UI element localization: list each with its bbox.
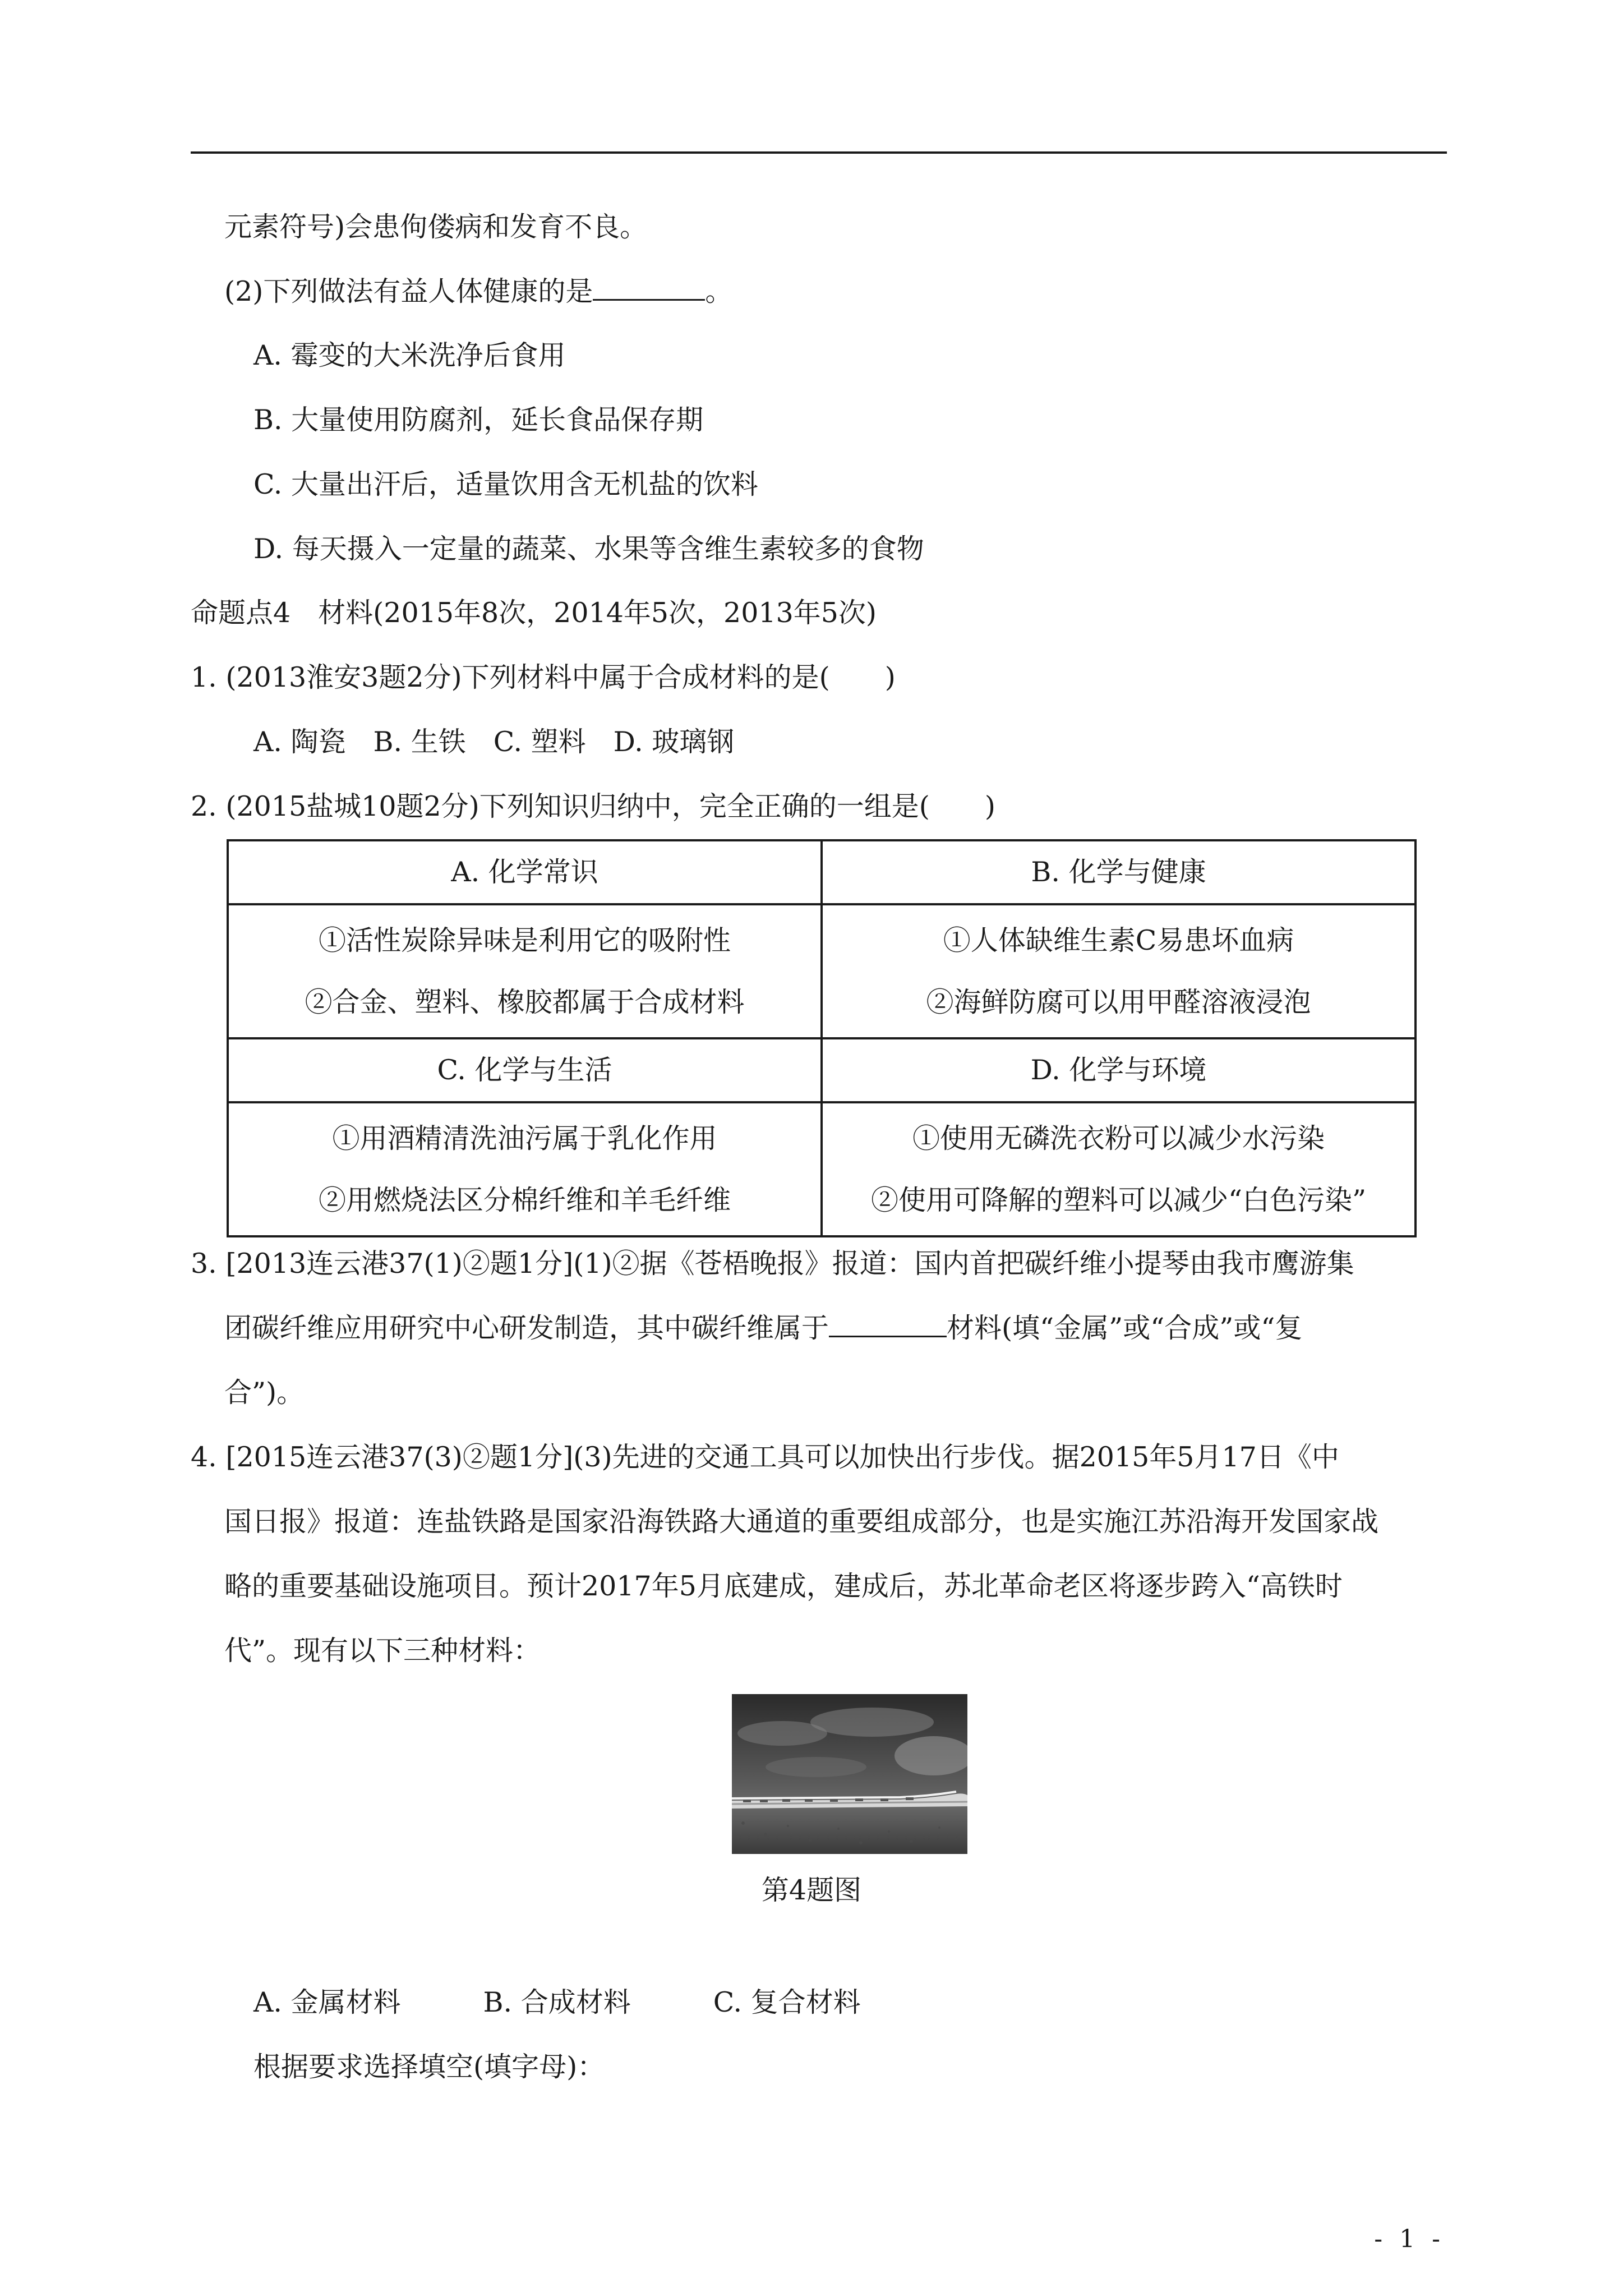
question-2-end: 。: [705, 275, 733, 307]
problem-4-line-3: 略的重要基础设施项目。预计2017年5月底建成，建成后，苏北革命老区将逐步跨入“高铁时: [224, 1570, 1343, 1602]
table-cell-b: [822, 904, 1415, 1038]
answer-blank: [829, 1313, 947, 1337]
table-item: ①使用无磷洗衣粉可以减少水污染: [912, 1122, 1325, 1154]
table-cell-d: [822, 1102, 1415, 1236]
table-item: ①活性炭除异味是利用它的吸附性: [318, 924, 731, 956]
knowledge-table: [227, 839, 1417, 1237]
question-2-stem: [224, 275, 732, 309]
problem-1: 1. (2013淮安3题2分)下列材料中属于合成材料的是( ): [191, 661, 896, 693]
table-item: ②海鲜防腐可以用甲醛溶液浸泡: [926, 986, 1311, 1018]
problem-4-instruction: 根据要求选择填空(填字母)：: [253, 2051, 605, 2083]
option-d: D. 每天摄入一定量的蔬菜、水果等含维生素较多的食物: [253, 533, 924, 565]
table-item: ②使用可降解的塑料可以减少“白色污染”: [870, 1184, 1367, 1216]
problem-3-text-end: 材料(填“金属”或“合成”或“复: [947, 1312, 1303, 1344]
table-item: ①人体缺维生素C易患坏血病: [943, 924, 1294, 956]
table-header-d: D. 化学与环境: [822, 1038, 1415, 1102]
problem-3-line-3: 合”)。: [224, 1377, 305, 1409]
header-rule: [191, 151, 1447, 154]
table-header-c: C. 化学与生活: [228, 1038, 822, 1102]
option-b: B. 大量使用防腐剂，延长食品保存期: [253, 404, 704, 436]
problem-3-text: 团碳纤维应用研究中心研发制造，其中碳纤维属于: [224, 1312, 829, 1344]
problem-3-line-1: 3. [2013连云港37(1)②题1分](1)②据《苍梧晚报》报道：国内首把碳纤维小提琴由我市鹰游集: [191, 1248, 1354, 1280]
topic-heading: 命题点4 材料(2015年8次，2014年5次，2013年5次): [191, 597, 877, 629]
problem-4-options: A. 金属材料 B. 合成材料 C. 复合材料: [253, 1986, 861, 2018]
problem-4-line-2: 国日报》报道：连盐铁路是国家沿海铁路大通道的重要组成部分，也是实施江苏沿海开发国家战: [224, 1506, 1379, 1538]
answer-blank: [593, 277, 705, 301]
table-cell-a: [228, 904, 822, 1038]
option-c: C. 大量出汗后，适量饮用含无机盐的饮料: [253, 468, 758, 500]
table-item: ①用酒精清洗油污属于乳化作用: [332, 1122, 717, 1154]
table-item: ②合金、塑料、橡胶都属于合成材料: [305, 986, 745, 1018]
problem-2: 2. (2015盐城10题2分)下列知识归纳中，完全正确的一组是( ): [191, 790, 996, 822]
high-speed-train-photo: [732, 1694, 967, 1854]
problem-1-options: A. 陶瓷 B. 生铁 C. 塑料 D. 玻璃钢: [253, 726, 735, 758]
problem-4-line-1: 4. [2015连云港37(3)②题1分](3)先进的交通工具可以加快出行步伐。据2015年5月17日《中: [191, 1441, 1339, 1473]
problem-4-line-4: 代”。现有以下三种材料：: [224, 1635, 541, 1667]
table-cell-c: [228, 1102, 822, 1236]
problem-3-line-2: [224, 1312, 1302, 1345]
question-2-text: (2)下列做法有益人体健康的是: [224, 275, 593, 307]
table-header-a: A. 化学常识: [228, 840, 822, 904]
table-item: ②用燃烧法区分棉纤维和羊毛纤维: [318, 1184, 731, 1216]
page-number: - 1 -: [1374, 2225, 1445, 2253]
table-header-b: B. 化学与健康: [822, 840, 1415, 904]
option-a: A. 霉变的大米洗净后食用: [253, 339, 566, 371]
text-line: 元素符号)会患佝偻病和发育不良。: [224, 211, 648, 243]
figure-caption: 第4题图: [761, 1874, 862, 1906]
